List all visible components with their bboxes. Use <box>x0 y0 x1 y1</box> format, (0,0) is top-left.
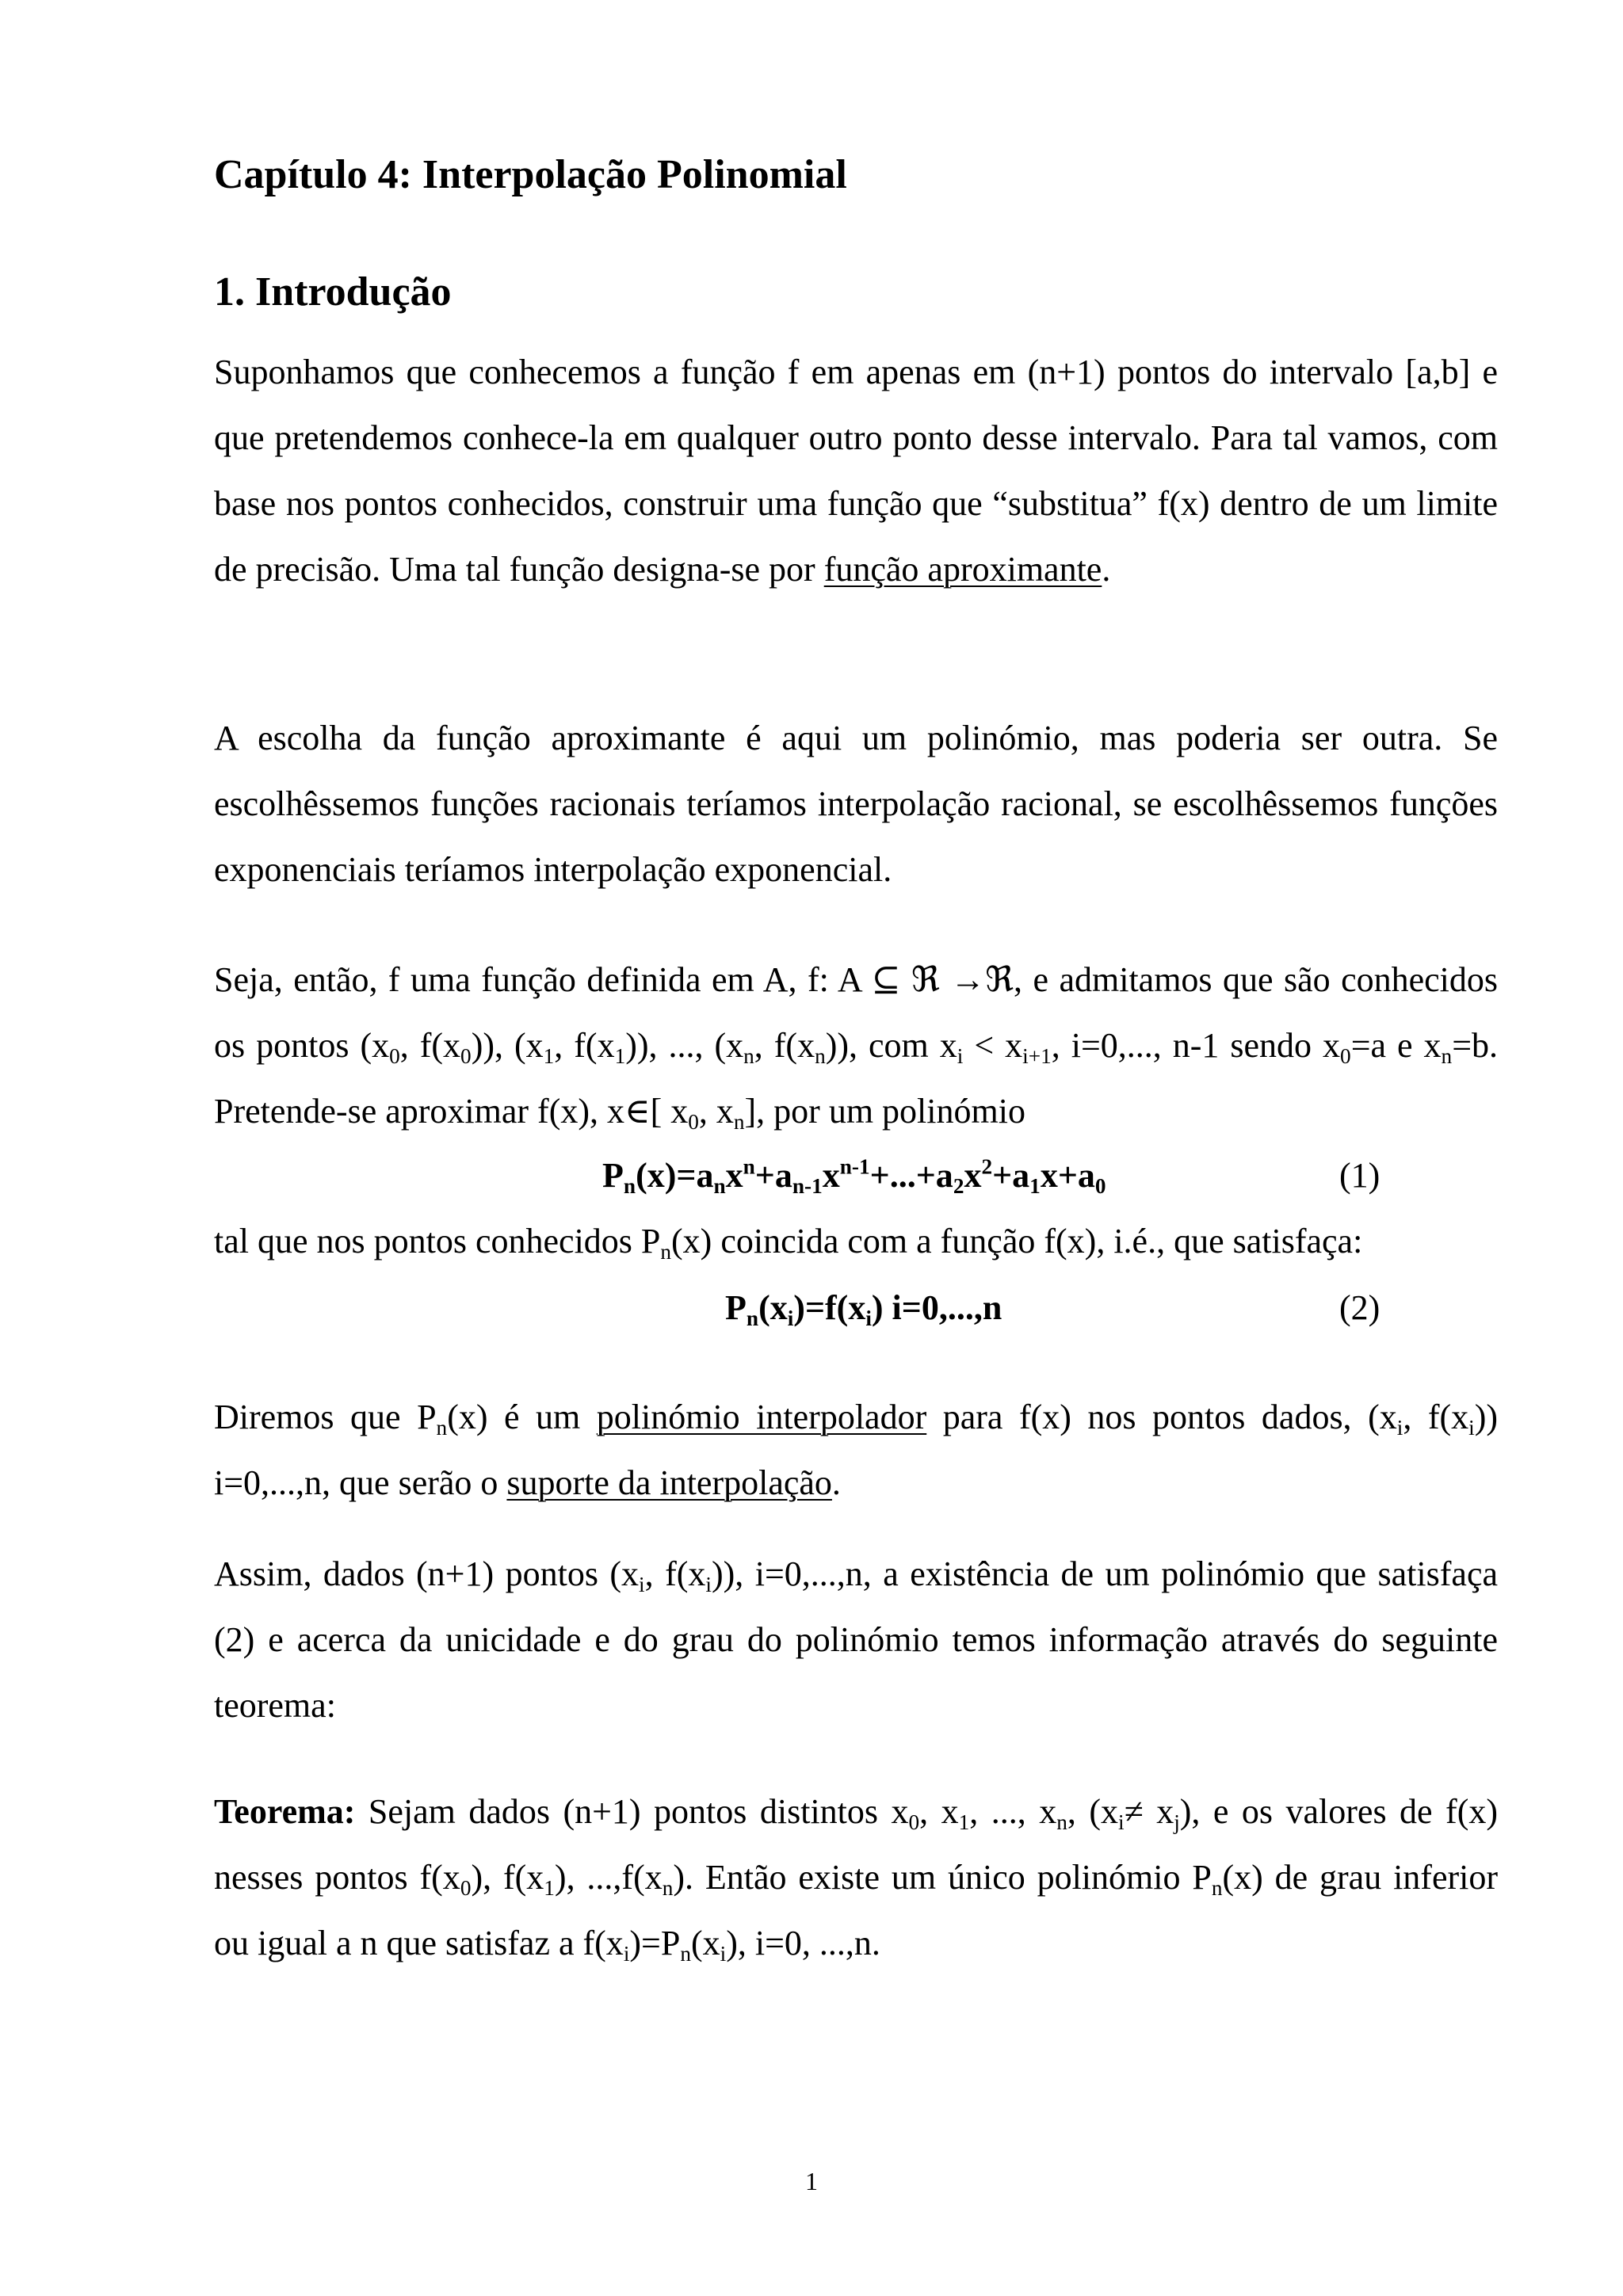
equation-2-number: (2) <box>1339 1288 1381 1327</box>
theorem-label: Teorema: <box>214 1792 356 1831</box>
equation-2: $P_n(x_i)=f(x_i)$ i=0,...,n <box>725 1288 1002 1331</box>
term-funcao-aproximante: função aproximante <box>823 550 1102 589</box>
equation-1: $P_n(x)=a_nx^n+a_{n-1}x^{n-1}+...+a_2x^2+a_1x+a_0$ <box>602 1154 1106 1199</box>
term-polinomio-interpolador: polinómio interpolador <box>596 1398 927 1436</box>
page-number: 1 <box>805 2167 818 2195</box>
theorem: Teorema: Sejam dados (n+1) pontos distintos $x_0$, $x_1$, ..., $x_n$, $(x_i\ne x_j)$, e os valores de f(x) nesses pontos $f(x_0)$, $f(x_1)$, $...,f(x_n)$. Então existe um único polinómio $P_n(x)$ de grau inferior ou igual a n que satisfaz a $f(x_i)=P_n(x_i)$, i=0, ...,n. <box>214 1792 1499 1966</box>
paragraph-coincide: tal que nos pontos conhecidos $P_n(x)$ coincida com a função f(x), i.é., que satisfaça: <box>214 1222 1363 1264</box>
equation-1-row <box>214 1155 1498 1203</box>
chapter-title: Capítulo 4: Interpolação Polinomial <box>214 152 847 197</box>
equation-1-number: (1) <box>1339 1156 1381 1195</box>
paragraph-choice: A escolha da função aproximante é aqui um polinómio, mas poderia ser outra. Se escolhêssemos funções racionais teríamos interpolação racional, se escolhêssemos funções exponenciais teríamos interpolação exponencial. <box>214 719 1498 889</box>
paragraph-definition: Seja, então, f uma função definida em A, f: A ⊆ ℜ →ℜ, e admitamos que são conhecidos os pontos ($x_0$, $f(x_0)$), ($x_1$, $f(x_1)$), ..., ($x_n$, $f(x_n)$), com $x_i < x_{i+1}$, i=0,..., n-1 sendo $x_0=a$ e $x_n=b$. Pretende-se aproximar f(x), x∈[ $x_0$, $x_n$], por um polinómio <box>214 960 1499 1135</box>
paragraph-intro: Suponhamos que conhecemos a função f em apenas em (n+1) pontos do intervalo [a,b] e que pretendemos conhece-la em qualquer outro ponto desse intervalo. Para tal vamos, com base nos pontos conhecidos, construir uma função que “substitua” f(x) dentro de um limite de precisão. Uma tal função designa-se por função aproximante. <box>214 353 1498 589</box>
section-title: 1. Introdução <box>214 269 452 315</box>
paragraph-interpolator: Diremos que $P_n(x)$ é um polinómio interpolador para f(x) nos pontos dados, ($x_i$, $f(x_i)$) i=0,...,n, que serão o suporte da interpolação. <box>214 1398 1499 1502</box>
paragraph-existence: Assim, dados (n+1) pontos ($x_i$, $f(x_i)$), i=0,...,n, a existência de um polinómio que satisfaça (2) e acerca da unicidade e do grau do polinómio temos informação através do seguinte teorema: <box>214 1554 1498 1725</box>
term-suporte-da-interpolacao: suporte da interpolação <box>506 1463 832 1502</box>
equation-2-row <box>214 1287 1498 1335</box>
